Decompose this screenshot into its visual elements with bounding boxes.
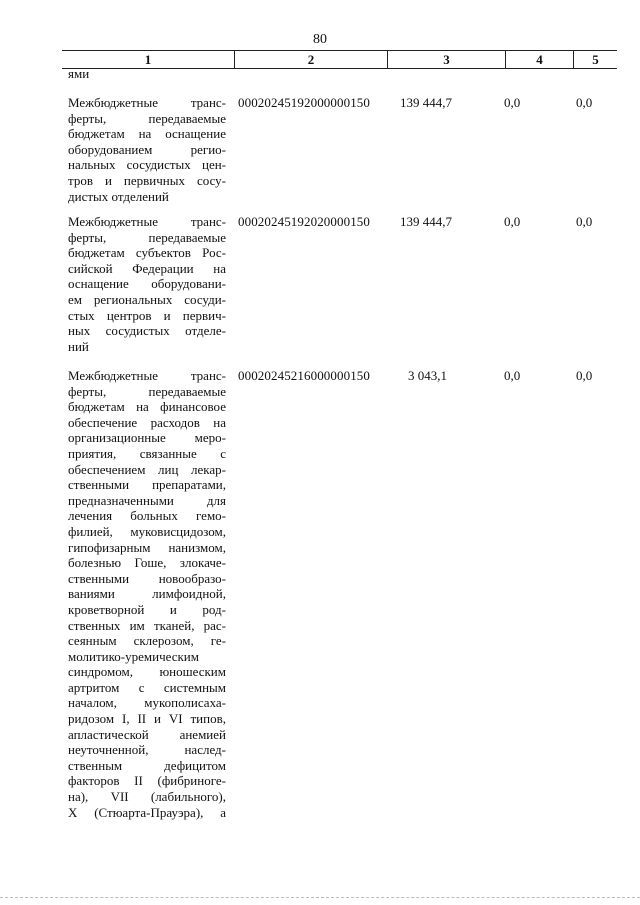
name-line: ферты, передаваемые — [68, 383, 226, 399]
header-col-2: 2 — [235, 51, 388, 68]
name-line: бюджетам на оснащение — [68, 126, 226, 142]
row-col5: 0,0 — [576, 214, 593, 229]
name-line: ний — [68, 338, 89, 354]
name-line: Межбюджетные транс- — [68, 368, 226, 383]
page-number: 80 — [313, 32, 327, 47]
name-line: ственным дефицитом — [68, 757, 226, 773]
name-line: оснащение оборудовани- — [68, 276, 226, 292]
name-line: сеянным склерозом, ге- — [68, 633, 226, 649]
name-line: неуточненной, наслед- — [68, 742, 226, 758]
continuation-text: ями — [68, 66, 90, 81]
name-line: ственными новообразо- — [68, 570, 226, 586]
row-col3: 139 444,7 — [400, 214, 452, 229]
name-line: X (Стюарта-Прауэра), а — [68, 804, 226, 820]
name-line: Межбюджетные транс- — [68, 214, 226, 229]
row-col3: 139 444,7 — [400, 95, 452, 110]
name-line: молитико-уремическим — [68, 648, 199, 664]
row-name — [68, 214, 226, 354]
name-line: ваниями лимфоидной, — [68, 586, 226, 602]
name-line: обеспечением лиц лекар- — [68, 461, 226, 477]
name-line: бюджетам на финансовое — [68, 399, 226, 415]
name-line: сийской Федерации на — [68, 260, 226, 276]
name-line: ственными препаратами, — [68, 477, 226, 493]
row-code: 00020245192020000150 — [238, 214, 370, 229]
row-col4: 0,0 — [504, 214, 521, 229]
name-line: началом, мукополисаха- — [68, 695, 226, 711]
name-line: ных сосудистых отделе- — [68, 323, 226, 339]
row-name — [68, 95, 226, 204]
row-col4: 0,0 — [504, 368, 521, 383]
row-col5: 0,0 — [576, 95, 593, 110]
row-code: 00020245192000000150 — [238, 95, 370, 110]
name-line: оборудованием регио- — [68, 141, 226, 157]
header-col-1: 1 — [62, 51, 235, 68]
name-line: кроветворной и род- — [68, 601, 226, 617]
row-col3: 3 043,1 — [408, 368, 447, 383]
table-header — [62, 50, 617, 69]
name-line: бюджетам субъектов Рос- — [68, 245, 226, 261]
name-line: предназначенными для — [68, 492, 226, 508]
name-line: болезнью Гоше, злокаче- — [68, 555, 226, 571]
name-line: синдромом, юношеским — [68, 664, 226, 680]
name-line: приятия, связанные с — [68, 445, 226, 461]
name-line: ферты, передаваемые — [68, 229, 226, 245]
name-line: нальных сосудистых цен- — [68, 157, 226, 173]
name-line: ственных им тканей, рас- — [68, 617, 226, 633]
page-bottom-edge — [0, 897, 640, 899]
name-line: гипофизарным нанизмом, — [68, 539, 226, 555]
name-line: артритом с системным — [68, 679, 226, 695]
row-name — [68, 368, 226, 820]
header-col-5: 5 — [592, 52, 599, 67]
name-line: организационные меро- — [68, 430, 226, 446]
name-line: ридозом I, II и VI типов, — [68, 711, 226, 727]
name-line: обеспечение расходов на — [68, 414, 226, 430]
name-line: апластической анемией — [68, 726, 226, 742]
name-line: дистых отделений — [68, 188, 169, 204]
name-line: лечения больных гемо- — [68, 508, 226, 524]
name-line: ем региональных сосуди- — [68, 291, 226, 307]
name-line: на), VII (лабильного), — [68, 789, 226, 805]
name-line: ферты, передаваемые — [68, 110, 226, 126]
row-code: 00020245216000000150 — [238, 368, 370, 383]
name-line: стых центров и первич- — [68, 307, 226, 323]
name-line: тров и первичных сосу- — [68, 172, 226, 188]
header-col-3: 3 — [388, 51, 506, 68]
row-col4: 0,0 — [504, 95, 521, 110]
row-col5: 0,0 — [576, 368, 593, 383]
header-col-4: 4 — [506, 51, 574, 68]
name-line: филией, муковисцидозом, — [68, 523, 226, 539]
name-line: Межбюджетные транс- — [68, 95, 226, 110]
name-line: факторов II (фибриноге- — [68, 773, 226, 789]
